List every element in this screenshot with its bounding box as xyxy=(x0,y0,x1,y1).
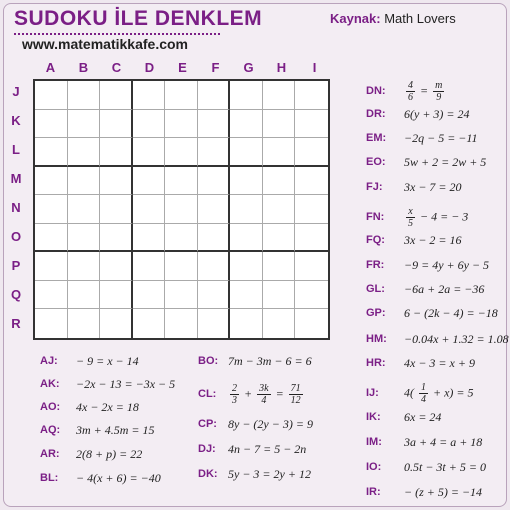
fraction-denominator: 12 xyxy=(290,394,301,406)
grid-cell-aq[interactable] xyxy=(35,281,68,310)
grid-cell-am[interactable] xyxy=(35,167,68,196)
grid-cell-bj[interactable] xyxy=(68,81,101,110)
equation-label: EM: xyxy=(366,132,387,144)
grid-cell-ap[interactable] xyxy=(35,252,68,281)
equation-label: DR: xyxy=(366,108,386,120)
grid-cell-ao[interactable] xyxy=(35,224,68,253)
grid-cell-ar[interactable] xyxy=(35,309,68,338)
row-header-q: Q xyxy=(10,287,22,302)
fraction-numerator: 2 xyxy=(232,382,237,394)
grid-cell-bp[interactable] xyxy=(68,252,101,281)
grid-cell-br[interactable] xyxy=(68,309,101,338)
row-header-n: N xyxy=(11,200,21,215)
column-header-g: G xyxy=(243,60,254,75)
equation-expression: 5w + 2 = 2w + 5 xyxy=(404,154,487,169)
grid-cell-hm[interactable] xyxy=(263,167,296,196)
row-header-p: P xyxy=(11,258,21,273)
fraction-numerator: 1 xyxy=(421,381,426,393)
expression-tail: + x) = 5 xyxy=(430,384,474,399)
grid-cell-co[interactable] xyxy=(100,224,133,253)
grid-cell-dr[interactable] xyxy=(133,309,166,338)
grid-cell-ep[interactable] xyxy=(165,252,198,281)
fraction-denominator: 4 xyxy=(421,393,426,405)
grid-cell-hp[interactable] xyxy=(263,252,296,281)
grid-cell-fp[interactable] xyxy=(198,252,231,281)
grid-cell-dq[interactable] xyxy=(133,281,166,310)
grid-cell-gl[interactable] xyxy=(230,138,263,167)
fraction xyxy=(406,80,415,103)
equation-expression: − 9 = x − 14 xyxy=(76,353,139,368)
grid-cell-ej[interactable] xyxy=(165,81,198,110)
grid-cell-bn[interactable] xyxy=(68,195,101,224)
equation-expression: 6 − (2k − 4) = −18 xyxy=(404,305,498,320)
equation-cl xyxy=(198,379,305,409)
grid-cell-cn[interactable] xyxy=(100,195,133,224)
equation-aq xyxy=(40,419,155,441)
equation-label: AJ: xyxy=(40,355,58,367)
grid-cell-gp[interactable] xyxy=(230,252,263,281)
equation-expression: −2q − 5 = −11 xyxy=(404,130,478,145)
source-text xyxy=(330,11,456,26)
fraction xyxy=(257,383,270,406)
equation-label: AR: xyxy=(40,448,60,460)
grid-cell-im[interactable] xyxy=(295,167,328,196)
fraction-denominator: 3 xyxy=(232,394,237,406)
grid-cell-bo[interactable] xyxy=(68,224,101,253)
grid-cell-gj[interactable] xyxy=(230,81,263,110)
grid-cell-dm[interactable] xyxy=(133,167,166,196)
equation-label: GL: xyxy=(366,283,385,295)
equation-ak xyxy=(40,373,175,395)
grid-cell-eo[interactable] xyxy=(165,224,198,253)
equation-expression xyxy=(228,383,305,406)
grid-cell-an[interactable] xyxy=(35,195,68,224)
grid-cell-ij[interactable] xyxy=(295,81,328,110)
equation-expression: 6(y + 3) = 24 xyxy=(404,106,470,121)
grid-cell-cr[interactable] xyxy=(100,309,133,338)
equation-dj xyxy=(198,438,306,460)
equation-expression: 4x − 3 = x + 9 xyxy=(404,355,475,370)
equation-label: IM: xyxy=(366,436,382,448)
grid-cell-hk[interactable] xyxy=(263,110,296,139)
source-value: Math Lovers xyxy=(384,11,456,26)
equation-label: CP: xyxy=(198,418,217,430)
grid-cell-cj[interactable] xyxy=(100,81,133,110)
equation-expression: −2x − 13 = −3x − 5 xyxy=(76,376,176,391)
fraction xyxy=(419,382,428,405)
equation-hm xyxy=(366,328,509,350)
grid-cell-fj[interactable] xyxy=(198,81,231,110)
equation-gp xyxy=(366,302,498,324)
equation-hr xyxy=(366,352,475,374)
equation-expression: 8y − (2y − 3) = 9 xyxy=(228,416,313,431)
equation-label: FJ: xyxy=(366,181,383,193)
operator: + xyxy=(241,385,256,400)
column-header-d: D xyxy=(144,60,155,75)
equation-label: IJ: xyxy=(366,387,379,399)
equation-expression: 2(8 + p) = 22 xyxy=(76,446,143,461)
column-header-a: A xyxy=(45,60,56,75)
site-url: www.matematikkafe.com xyxy=(22,36,188,52)
equation-expression: 3m + 4.5m = 15 xyxy=(76,422,155,437)
fraction-numerator: x xyxy=(408,205,413,217)
grid-cell-gk[interactable] xyxy=(230,110,263,139)
grid-cell-cp[interactable] xyxy=(100,252,133,281)
grid-cell-dl[interactable] xyxy=(133,138,166,167)
equation-expression: − (z + 5) = −14 xyxy=(404,484,483,499)
equation-label: DN: xyxy=(366,85,386,97)
page-title: SUDOKU İLE DENKLEM xyxy=(14,7,263,30)
equation-dr xyxy=(366,103,470,125)
column-header-h: H xyxy=(276,60,287,75)
equation-label: HM: xyxy=(366,333,387,345)
equation-label: GP: xyxy=(366,307,386,319)
equation-label: AO: xyxy=(40,401,61,413)
grid-cell-hr[interactable] xyxy=(263,309,296,338)
equation-label: IO: xyxy=(366,461,382,473)
grid-cell-en[interactable] xyxy=(165,195,198,224)
grid-cell-aj[interactable] xyxy=(35,81,68,110)
fraction xyxy=(433,80,444,103)
grid-cell-fn[interactable] xyxy=(198,195,231,224)
grid-cell-fo[interactable] xyxy=(198,224,231,253)
row-header-r: R xyxy=(11,316,21,331)
equation-cp xyxy=(198,413,313,435)
grid-cell-dk[interactable] xyxy=(133,110,166,139)
equation-label: IR: xyxy=(366,486,381,498)
fraction xyxy=(289,383,303,406)
expression-head: 4( xyxy=(404,384,417,399)
grid-cell-bq[interactable] xyxy=(68,281,101,310)
grid-cell-fr[interactable] xyxy=(198,309,231,338)
grid-cell-il[interactable] xyxy=(295,138,328,167)
equation-expression: −0.04x + 1.32 = 1.08 xyxy=(404,331,509,346)
equation-expression: 0.5t − 3t + 5 = 0 xyxy=(404,459,486,474)
grid-cell-bk[interactable] xyxy=(68,110,101,139)
equation-fn xyxy=(366,202,468,232)
fraction-numerator: 71 xyxy=(290,382,301,394)
column-header-i: I xyxy=(312,60,317,75)
grid-cell-cq[interactable] xyxy=(100,281,133,310)
equation-ao xyxy=(40,396,139,418)
equation-label: DJ: xyxy=(198,443,216,455)
equation-expression: 4x − 2x = 18 xyxy=(76,399,139,414)
title-underline xyxy=(14,33,220,35)
grid-cell-ip[interactable] xyxy=(295,252,328,281)
equation-fq xyxy=(366,229,462,251)
equation-bo xyxy=(198,350,312,372)
grid-cell-io[interactable] xyxy=(295,224,328,253)
equation-expression: −6a + 2a = −36 xyxy=(404,281,485,296)
fraction-numerator: m xyxy=(435,79,443,91)
grid-cell-fk[interactable] xyxy=(198,110,231,139)
grid-cell-fm[interactable] xyxy=(198,167,231,196)
grid-cell-gq[interactable] xyxy=(230,281,263,310)
grid-cell-el[interactable] xyxy=(165,138,198,167)
grid-cell-ho[interactable] xyxy=(263,224,296,253)
equation-expression: 6x = 24 xyxy=(404,409,442,424)
equation-expression xyxy=(404,382,474,405)
column-header-e: E xyxy=(178,60,187,75)
equation-dn xyxy=(366,76,446,106)
grid-cell-ir[interactable] xyxy=(295,309,328,338)
grid-cell-hl[interactable] xyxy=(263,138,296,167)
grid-cell-hq[interactable] xyxy=(263,281,296,310)
fraction-numerator: 4 xyxy=(408,79,413,91)
row-header-m: M xyxy=(10,171,22,186)
equation-expression: 5y − 3 = 2y + 12 xyxy=(228,466,311,481)
equation-ik xyxy=(366,406,441,428)
grid-cell-dp[interactable] xyxy=(133,252,166,281)
equation-io xyxy=(366,456,486,478)
fraction xyxy=(406,206,415,229)
equation-ar xyxy=(40,443,142,465)
fraction-numerator: 3k xyxy=(259,382,269,394)
grid-cell-bm[interactable] xyxy=(68,167,101,196)
equation-bl xyxy=(40,467,161,489)
fraction-denominator: 9 xyxy=(436,91,442,103)
equation-aj xyxy=(40,350,139,372)
equation-label: FR: xyxy=(366,259,385,271)
row-header-o: O xyxy=(10,229,22,244)
grid-cell-eq[interactable] xyxy=(165,281,198,310)
equation-ir xyxy=(366,481,482,503)
grid-cell-ek[interactable] xyxy=(165,110,198,139)
column-header-c: C xyxy=(111,60,122,75)
equation-fr xyxy=(366,254,489,276)
grid-cell-dn[interactable] xyxy=(133,195,166,224)
equation-dk xyxy=(198,463,311,485)
fraction-denominator: 4 xyxy=(261,394,267,406)
column-header-b: B xyxy=(78,60,89,75)
equation-label: AK: xyxy=(40,378,60,390)
equation-expression: 7m − 3m − 6 = 6 xyxy=(228,353,312,368)
equation-fj xyxy=(366,176,462,198)
grid-cell-al[interactable] xyxy=(35,138,68,167)
grid-cell-in[interactable] xyxy=(295,195,328,224)
grid-cell-gn[interactable] xyxy=(230,195,263,224)
expression-tail: − 4 = − 3 xyxy=(417,208,469,223)
equation-label: FN: xyxy=(366,211,385,223)
equation-label: HR: xyxy=(366,357,386,369)
equation-label: IK: xyxy=(366,411,381,423)
equation-expression: 3x − 2 = 16 xyxy=(404,232,462,247)
grid-cell-do[interactable] xyxy=(133,224,166,253)
grid-cell-fq[interactable] xyxy=(198,281,231,310)
row-header-l: L xyxy=(12,142,20,157)
equation-expression xyxy=(404,206,468,229)
operator: = xyxy=(417,82,432,97)
sudoku-grid xyxy=(33,79,330,340)
equation-expression: 3a + 4 = a + 18 xyxy=(404,434,483,449)
grid-cell-dj[interactable] xyxy=(133,81,166,110)
equation-expression: −9 = 4y + 6y − 5 xyxy=(404,257,490,272)
column-header-f: F xyxy=(211,60,220,75)
equation-expression: 4n − 7 = 5 − 2n xyxy=(228,441,307,456)
grid-cell-er[interactable] xyxy=(165,309,198,338)
equation-label: FQ: xyxy=(366,234,385,246)
fraction-denominator: 6 xyxy=(408,91,413,103)
row-header-j: J xyxy=(12,84,20,99)
grid-cell-hj[interactable] xyxy=(263,81,296,110)
grid-cell-fl[interactable] xyxy=(198,138,231,167)
grid-cell-em[interactable] xyxy=(165,167,198,196)
grid-cell-cm[interactable] xyxy=(100,167,133,196)
equation-label: EO: xyxy=(366,156,386,168)
operator: = xyxy=(272,385,287,400)
grid-cell-go[interactable] xyxy=(230,224,263,253)
grid-cell-ck[interactable] xyxy=(100,110,133,139)
equation-em xyxy=(366,127,478,149)
equation-expression: − 4(x + 6) = −40 xyxy=(76,470,161,485)
equation-expression: 3x − 7 = 20 xyxy=(404,179,462,194)
equation-gl xyxy=(366,278,484,300)
equation-expression xyxy=(404,80,446,103)
equation-label: DK: xyxy=(198,468,218,480)
grid-cell-cl[interactable] xyxy=(100,138,133,167)
fraction xyxy=(230,383,239,406)
equation-im xyxy=(366,431,482,453)
equation-label: AQ: xyxy=(40,424,61,436)
row-header-k: K xyxy=(11,113,21,128)
grid-cell-iq[interactable] xyxy=(295,281,328,310)
equation-eo xyxy=(366,151,486,173)
grid-cell-bl[interactable] xyxy=(68,138,101,167)
grid-cell-hn[interactable] xyxy=(263,195,296,224)
equation-label: BO: xyxy=(198,355,219,367)
equation-label: CL: xyxy=(198,388,217,400)
grid-cell-ak[interactable] xyxy=(35,110,68,139)
grid-cell-gr[interactable] xyxy=(230,309,263,338)
source-label: Kaynak: xyxy=(330,11,381,26)
equation-ij xyxy=(366,378,474,408)
fraction-denominator: 5 xyxy=(408,217,413,229)
equation-label: BL: xyxy=(40,472,59,484)
grid-cell-gm[interactable] xyxy=(230,167,263,196)
grid-cell-ik[interactable] xyxy=(295,110,328,139)
